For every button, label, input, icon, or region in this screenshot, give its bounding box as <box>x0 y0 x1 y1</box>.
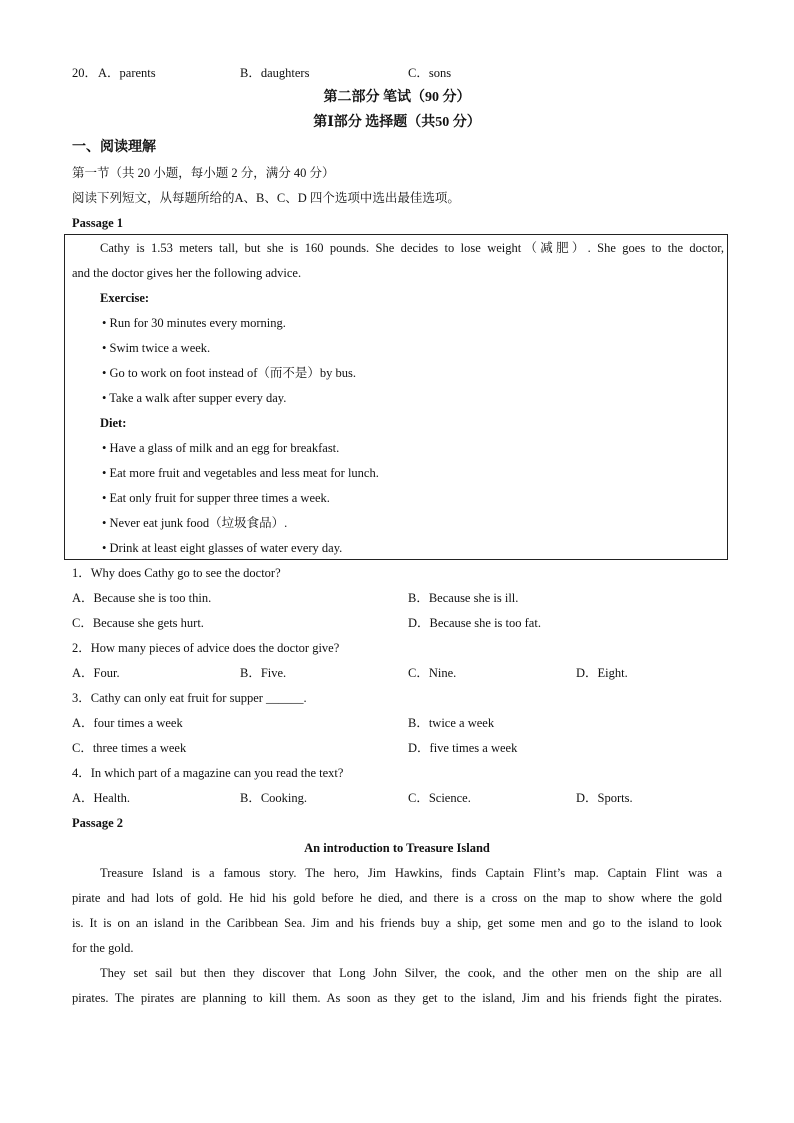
passage2-label: Passage 2 <box>72 816 124 830</box>
diet-item: • Eat more fruit and vegetables and less meat for lunch. <box>102 466 379 480</box>
part1-title: 第Ⅰ部分 选择题（共50 分） <box>313 115 481 130</box>
q20-option-b: B．daughters <box>240 66 310 80</box>
question-option: D．five times a week <box>408 741 518 755</box>
question-option: A．Because she is too thin. <box>72 591 212 605</box>
part2-title: 第二部分 笔试（90 分） <box>323 90 471 105</box>
exercise-item: • Take a walk after supper every day. <box>102 391 287 405</box>
question-option: D．Because she is too fat. <box>408 616 541 630</box>
question-option: C．Nine. <box>408 666 457 680</box>
question-option: B．twice a week <box>408 716 495 730</box>
diet-label: Diet: <box>100 416 127 430</box>
question-option: C．Because she gets hurt. <box>72 616 204 630</box>
question-stem: 3．Cathy can only eat fruit for supper ______. <box>72 691 307 705</box>
exercise-label: Exercise: <box>100 291 150 305</box>
question-option: D．Eight. <box>576 666 628 680</box>
exercise-item: • Go to work on foot instead of（而不是）by bus. <box>102 366 357 380</box>
question-option: C．Science. <box>408 791 471 805</box>
question-stem: 1．Why does Cathy go to see the doctor? <box>72 566 281 580</box>
question-stem: 2．How many pieces of advice does the doctor give? <box>72 641 340 655</box>
passage2-title: An introduction to Treasure Island <box>304 841 490 855</box>
question-option: A．Four. <box>72 666 120 680</box>
diet-item: • Drink at least eight glasses of water every day. <box>102 541 343 555</box>
diet-item: • Have a glass of milk and an egg for breakfast. <box>102 441 340 455</box>
question-option: B．Because she is ill. <box>408 591 519 605</box>
passage2-text-line: is. It is on an island in the Caribbean Sea. Jim and his friends buy a ship, get some men and go to the island to look <box>72 916 722 930</box>
passage2-text-line: pirates. The pirates are planning to kill them. As soon as they get to the island, Jim and his friends fight the pirates. <box>72 991 722 1005</box>
q20-number: 20． <box>72 66 98 80</box>
question-option: B．Five. <box>240 666 287 680</box>
passage2-text-line: pirate and had lots of gold. He hid his gold before he died, and there is a cross on the map to show where the gold <box>72 891 722 905</box>
diet-item: • Never eat junk food（垃圾食品）. <box>102 516 288 530</box>
q20-option-c: C．sons <box>408 66 452 80</box>
passage2-text-line: for the gold. <box>72 941 134 955</box>
question-option: C．three times a week <box>72 741 187 755</box>
passage1-label: Passage 1 <box>72 216 124 230</box>
question-option: A．four times a week <box>72 716 183 730</box>
passage1-intro-line2: and the doctor gives her the following advice. <box>72 266 302 280</box>
section-heading: 一、阅读理解 <box>72 140 156 155</box>
instruction: 阅读下列短文，从每题所给的A、B、C、D 四个选项中选出最佳选项。 <box>72 191 460 205</box>
question-stem: 4．In which part of a magazine can you read the text? <box>72 766 344 780</box>
passage2-text-line: They set sail but then they discover that Long John Silver, the cook, and the other men on the ship are all <box>100 966 722 980</box>
diet-item: • Eat only fruit for supper three times a week. <box>102 491 330 505</box>
passage2-text-line: Treasure Island is a famous story. The hero, Jim Hawkins, finds Captain Flint’s map. Captain Flint was a <box>100 866 722 880</box>
question-option: B．Cooking. <box>240 791 308 805</box>
question-option: A．Health. <box>72 791 130 805</box>
exercise-item: • Swim twice a week. <box>102 341 211 355</box>
section-subheading: 第一节（共 20 小题，每小题 2 分，满分 40 分） <box>72 166 335 180</box>
passage1-intro-line1: Cathy is 1.53 meters tall, but she is 160 pounds. She decides to lose weight（减肥）. She goes to the doctor, <box>100 241 724 255</box>
question-option: D．Sports. <box>576 791 633 805</box>
q20-option-a: A．parents <box>98 66 156 80</box>
exercise-item: • Run for 30 minutes every morning. <box>102 316 286 330</box>
